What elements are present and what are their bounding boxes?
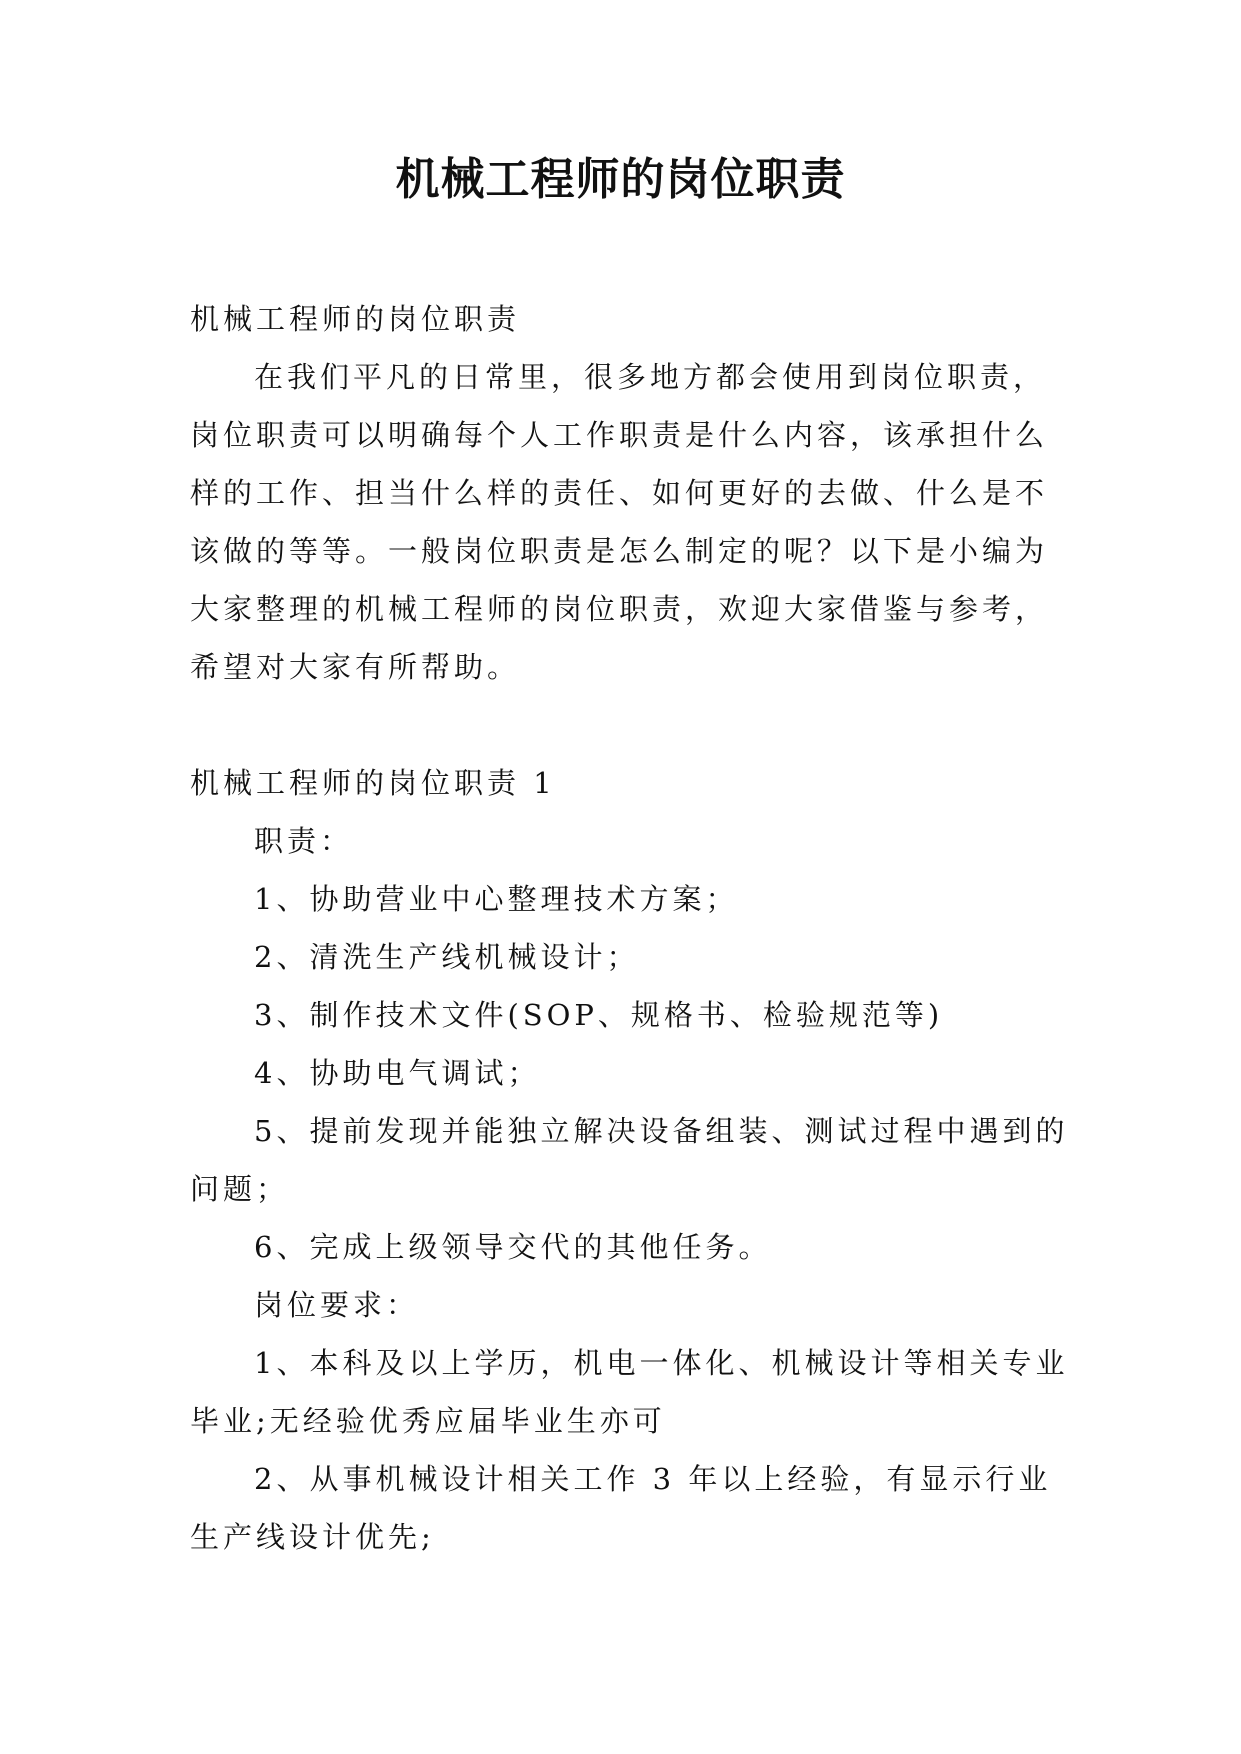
duty-item: 6、完成上级领导交代的其他任务。	[254, 1230, 772, 1264]
duty-item: 3、制作技术文件(SOP、规格书、检验规范等)	[254, 998, 944, 1032]
requirements-label: 岗位要求：	[254, 1288, 420, 1322]
duties-label: 职责：	[254, 824, 354, 858]
duty-item: 1、协助营业中心整理技术方案；	[254, 882, 739, 916]
duty-item: 5、提前发现并能独立解决设备组装、测试过程中遇到的问题；	[190, 1114, 1069, 1206]
requirement-item: 2、从事机械设计相关工作 3 年以上经验，有显示行业生产线设计优先;	[190, 1462, 1052, 1554]
document-body	[190, 290, 1070, 1566]
subtitle: 机械工程师的岗位职责	[190, 302, 521, 336]
duty-item: 2、清洗生产线机械设计；	[254, 940, 640, 974]
intro-paragraph: 在我们平凡的日常里，很多地方都会使用到岗位职责，岗位职责可以明确每个人工作职责是什么内容，该承担什么样的工作、担当什么样的责任、如何更好的去做、什么是不该做的等等。一般岗位职责是怎么制定的呢？以下是小编为大家整理的机械工程师的岗位职责，欢迎大家借鉴与参考，希望对大家有所帮助。	[190, 360, 1049, 684]
paragraph-spacer	[190, 696, 1070, 754]
duty-item: 4、协助电气调试；	[254, 1056, 541, 1090]
requirement-item: 1、本科及以上学历，机电一体化、机械设计等相关专业毕业;无经验优秀应届毕业生亦可	[190, 1346, 1069, 1438]
page-title: 机械工程师的岗位职责	[395, 154, 846, 205]
section-heading: 机械工程师的岗位职责 1	[190, 766, 556, 800]
